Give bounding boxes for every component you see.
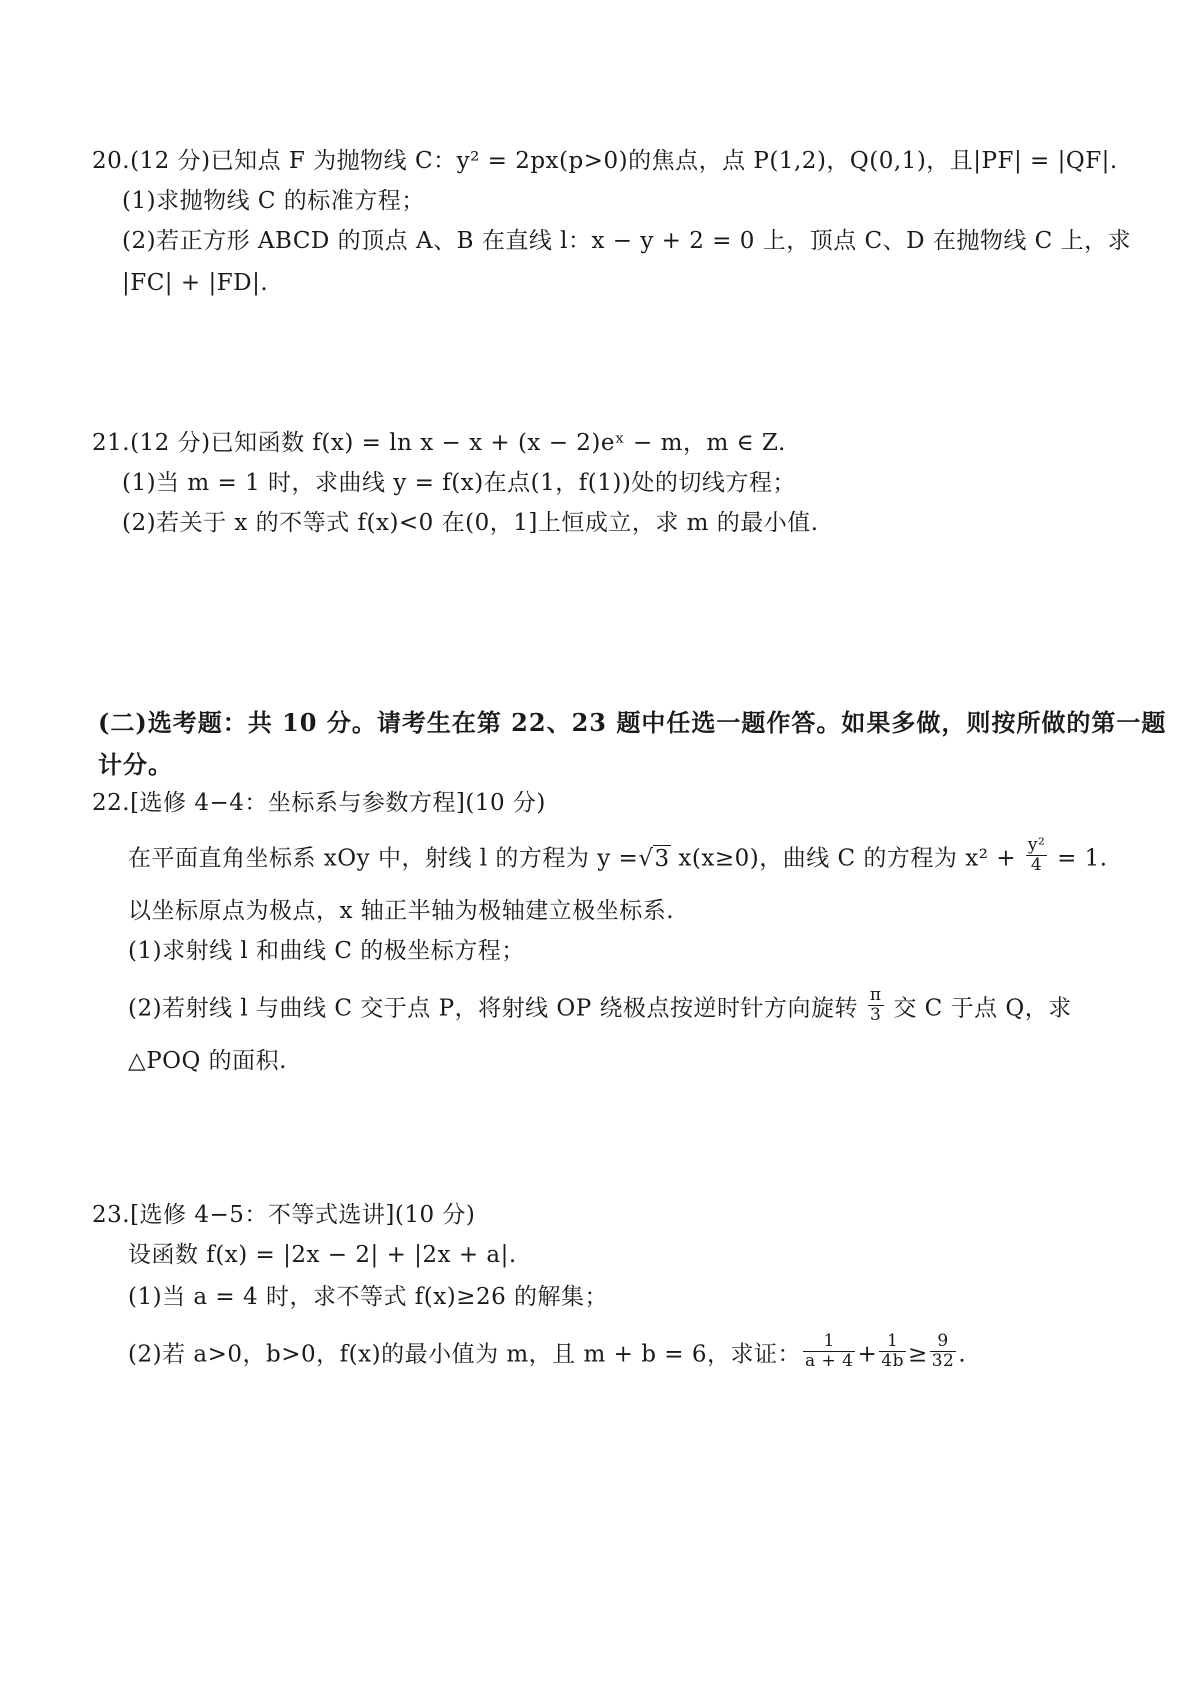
q22-line2: 以坐标原点为极点，x 轴正半轴为极轴建立极坐标系. (128, 898, 675, 924)
frac-denominator: 4 (1030, 855, 1043, 875)
q22-intro-pre: 在平面直角坐标系 xOy 中，射线 l 的方程为 y = (128, 845, 639, 872)
section2-line1: (二)选考题：共 10 分。请考生在第 22、23 题中任选一题作答。如果多做，则按所做的第一题 (98, 708, 1167, 737)
q21-title: 21.(12 分)已知函数 f(x) = ln x − x + (x − 2)eˣ − m，m ∈ Z. (92, 430, 786, 456)
q22-intro-post: = 1. (1057, 845, 1108, 872)
q22-part2-line2: △POQ 的面积. (128, 1048, 287, 1074)
q22-intro-mid: x(x≥0)，曲线 C 的方程为 x² + (678, 845, 1017, 872)
q22-intro (128, 835, 1108, 879)
frac-denominator: 32 (931, 1351, 955, 1371)
frac-numerator: 1 (879, 1332, 906, 1352)
q20-part2-line2: |FC| + |FD|. (122, 270, 269, 296)
frac-numerator: y² (1027, 835, 1046, 855)
q23-part2-pre: (2)若 a>0，b>0，f(x)的最小值为 m，且 m + b = 6，求证： (128, 1341, 801, 1368)
q22-title: 22.[选修 4−4：坐标系与参数方程](10 分) (92, 790, 546, 816)
q22-part2 (128, 985, 1072, 1029)
q23-title: 23.[选修 4−5：不等式选讲](10 分) (92, 1202, 476, 1228)
q23-line1: 设函数 f(x) = |2x − 2| + |2x + a|. (128, 1242, 517, 1268)
q22-part1: (1)求射线 l 和曲线 C 的极坐标方程； (128, 938, 525, 964)
q23-part2 (128, 1331, 967, 1375)
frac-numerator: 9 (930, 1332, 957, 1352)
plus-sign: + (857, 1341, 878, 1368)
frac-numerator: 1 (803, 1332, 856, 1352)
sqrt-sign: √ (638, 845, 654, 872)
q21-part1: (1)当 m = 1 时，求曲线 y = f(x)在点(1，f(1))处的切线方程； (122, 470, 796, 496)
q20-title: 20.(12 分)已知点 F 为抛物线 C：y² = 2px(p>0)的焦点，点 P(1,2)，Q(0,1)，且|PF| = |QF|. (92, 148, 1118, 174)
q22-part2-post: 交 C 于点 Q，求 (893, 995, 1072, 1022)
geq-sign: ≥ (907, 1341, 928, 1368)
nine-over-32-fraction (930, 1332, 957, 1371)
end-period: . (958, 1341, 967, 1368)
frac-numerator: π (869, 985, 882, 1005)
sqrt-argument: 3 (654, 845, 670, 872)
q22-part2-pre: (2)若射线 l 与曲线 C 交于点 P，将射线 OP 绕极点按逆时针方向旋转 (128, 995, 859, 1022)
q20-part1: (1)求抛物线 C 的标准方程； (122, 188, 425, 214)
y2-over-4-fraction (1026, 836, 1047, 875)
q23-part1: (1)当 a = 4 时，求不等式 f(x)≥26 的解集； (128, 1284, 609, 1310)
frac-denominator: a + 4 (804, 1351, 854, 1371)
one-over-4b-fraction (879, 1332, 906, 1371)
section2-line2: 计分。 (98, 750, 173, 779)
q20-part2-line1: (2)若正方形 ABCD 的顶点 A、B 在直线 l：x − y + 2 = 0 上，顶点 C、D 在抛物线 C 上，求 (122, 228, 1132, 254)
one-over-a-plus-4-fraction (803, 1332, 856, 1371)
frac-denominator: 4b (881, 1351, 904, 1371)
q21-part2: (2)若关于 x 的不等式 f(x)<0 在(0，1]上恒成立，求 m 的最小值. (122, 510, 819, 536)
pi-over-3-fraction (868, 986, 884, 1025)
frac-denominator: 3 (870, 1005, 882, 1025)
